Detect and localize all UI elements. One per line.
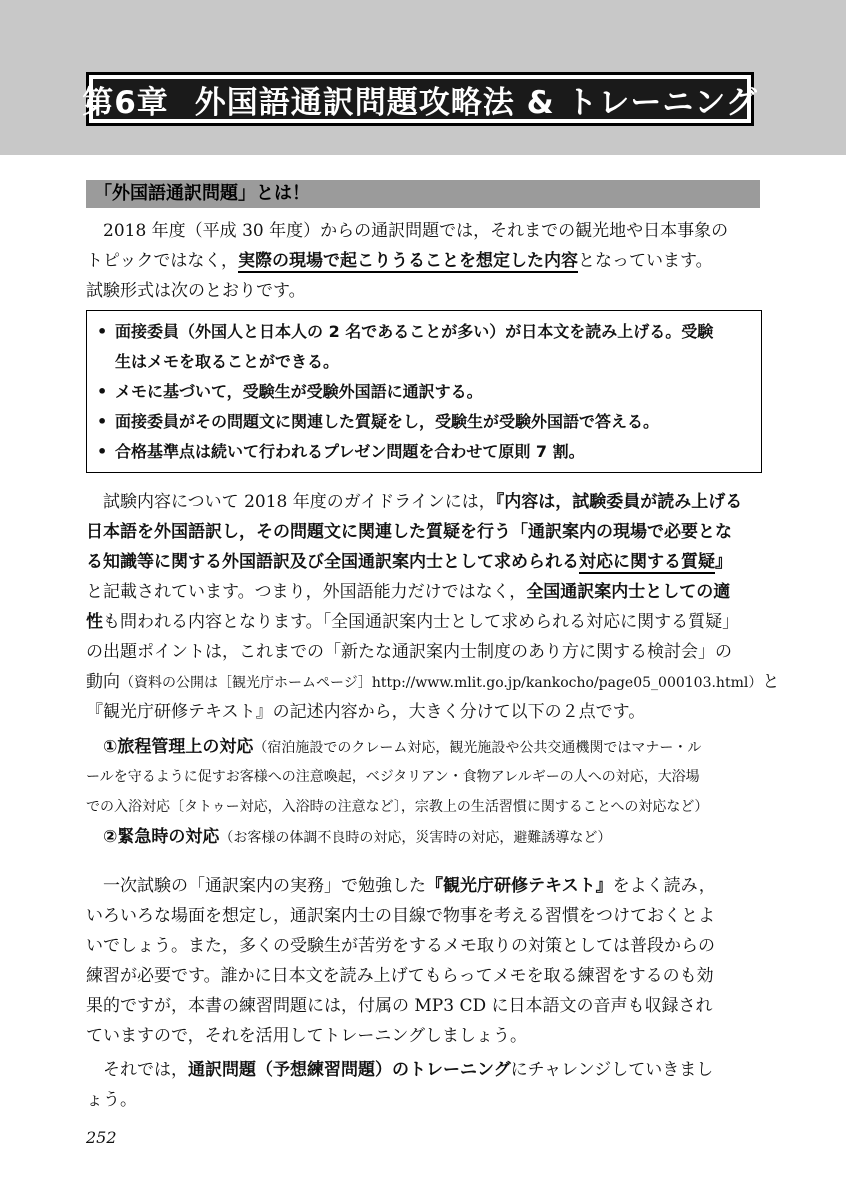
advice-line: 果的ですが，本書の練習問題には，付属の MP3 CD に日本語文の音声も収録され	[86, 996, 713, 1016]
emphasis-text: 』	[715, 552, 732, 572]
guideline-line	[86, 487, 762, 517]
text-span: トピックではなく，	[86, 251, 238, 271]
format-item-text: メモに基づいて，受験生が受験外国語に通訳する。	[115, 382, 483, 401]
text-span: も問われる内容となります。「全国通訳案内士として求められる対応に関する質疑」	[103, 612, 740, 632]
text-span: 試験内容について 2018 年度のガイドラインには，	[103, 492, 496, 512]
guideline-line	[86, 547, 762, 577]
advice-line	[86, 871, 762, 901]
bullet-icon: •	[97, 412, 108, 431]
text-span: にチャレンジしていきまし	[510, 1060, 714, 1080]
emphasis-text: 『観光庁研修テキスト』	[426, 876, 613, 896]
guideline-paragraph	[86, 487, 780, 727]
point-item	[86, 822, 762, 852]
guideline-line: 日本語を外国語訳し，その問題文に関連した質疑を行う「通訳案内の現場で必要とな	[86, 522, 732, 542]
format-item-text: 面接委員がその問題文に関連した質疑をし，受験生が受験外国語で答える。	[115, 412, 660, 431]
guideline-line	[86, 577, 762, 607]
format-item-text: 面接委員（外国人と日本人の 2 名であることが多い）が日本文を読み上げる。受験	[115, 322, 714, 341]
closing-line	[86, 1055, 762, 1085]
chapter-number: 第6章	[82, 84, 169, 121]
guideline-line: 『観光庁研修テキスト』の記述内容から，大きく分けて以下の２点です。	[86, 702, 646, 722]
intro-line: 試験形式は次のとおりです。	[86, 281, 306, 301]
closing-line: ょう。	[86, 1090, 137, 1110]
guideline-line	[86, 607, 762, 637]
emphasis-text: 全国通訳案内士としての適	[526, 582, 731, 602]
section-heading: 「外国語通訳問題」とは！	[86, 180, 760, 208]
text-span: 一次試験の「通訳案内の実務」で勉強した	[103, 876, 426, 896]
chapter-title-box	[82, 72, 758, 126]
point-item	[86, 732, 762, 762]
advice-line: ていますので，それを活用してトレーニングしましょう。	[86, 1026, 527, 1046]
format-item-continuation: 生はメモを取ることができる。	[115, 352, 340, 371]
emphasis-text: る知識等に関する外国語訳及び全国通訳案内士として求められる	[86, 552, 579, 572]
guideline-line	[86, 667, 780, 697]
text-span: と記載されています。つまり，外国語能力だけではなく，	[86, 582, 527, 602]
advice-paragraph	[86, 871, 762, 1051]
text-span: それでは，	[103, 1060, 188, 1080]
advice-line: 練習が必要です。誰かに日本文を読み上げてもらってメモを取る練習をするのも効	[86, 966, 714, 986]
text-span: と	[762, 672, 780, 692]
page-number: 252	[86, 1128, 117, 1147]
reference-note: （資料の公開は［観光庁ホームページ］http://www.mlit.go.jp/kankocho/page05_000103.html）	[120, 675, 763, 691]
point-label: ①旅程管理上の対応	[103, 737, 254, 757]
chapter-title-text: 外国語通訳問題攻略法 & トレーニング	[194, 84, 758, 121]
text-span: をよく読み，	[612, 876, 716, 896]
advice-line: いろいろな場面を想定し，通訳案内士の目線で物事を考える習慣をつけておくとよ	[86, 906, 715, 926]
text-span: 動向	[86, 672, 120, 692]
point-label: ②緊急時の対応	[103, 827, 220, 847]
emphasis-text: 通訳問題（予想練習問題）のトレーニング	[188, 1060, 511, 1080]
bullet-icon: •	[97, 382, 108, 401]
point-text: （宿泊施設でのクレーム対応，観光施設や公共交通機関ではマナー・ル	[253, 740, 702, 756]
emphasis-text: 『内容は，試験委員が読み上げる	[495, 492, 743, 512]
emphasis-text: 実際の現場で起こりうることを想定した内容	[237, 251, 578, 271]
closing-paragraph	[86, 1055, 762, 1115]
format-item	[97, 317, 761, 347]
format-item	[97, 437, 761, 467]
underlined-text: 対応に関する質疑	[579, 552, 715, 572]
bullet-icon: •	[97, 442, 108, 461]
guideline-line: の出題ポイントは，これまでの「新たな通訳案内士制度のあり方に関する検討会」の	[86, 642, 732, 662]
intro-paragraph	[86, 216, 762, 306]
text-span: となっています。	[577, 251, 713, 271]
point-text: （お客様の体調不良時の対応，災害時の対応，避難誘導など）	[219, 830, 612, 846]
advice-line: いでしょう。また，多くの受験生が苦労をするメモ取りの対策としては普段からの	[86, 936, 715, 956]
emphasis-text: 性	[86, 612, 103, 632]
chapter-title	[82, 79, 758, 121]
format-item	[97, 377, 761, 407]
point-text-line: での入浴対応〔タトゥー対応，入浴時の注意など〕，宗教上の生活習慣に関することへの対応など）	[86, 799, 709, 815]
exam-format-box	[86, 310, 762, 473]
intro-line: 2018 年度（平成 30 年度）からの通訳問題では，それまでの観光地や日本事象の	[103, 221, 729, 241]
point-text-line: ールを守るように促すお客様への注意喚起，ベジタリアン・食物アレルギーの人への対応，大浴場	[86, 769, 700, 785]
format-item	[97, 407, 761, 437]
intro-line	[86, 246, 762, 276]
format-item-text: 合格基準点は続いて行われるプレゼン問題を合わせて原則 7 割。	[115, 442, 585, 461]
bullet-icon: •	[97, 322, 108, 341]
points-list	[86, 732, 762, 852]
